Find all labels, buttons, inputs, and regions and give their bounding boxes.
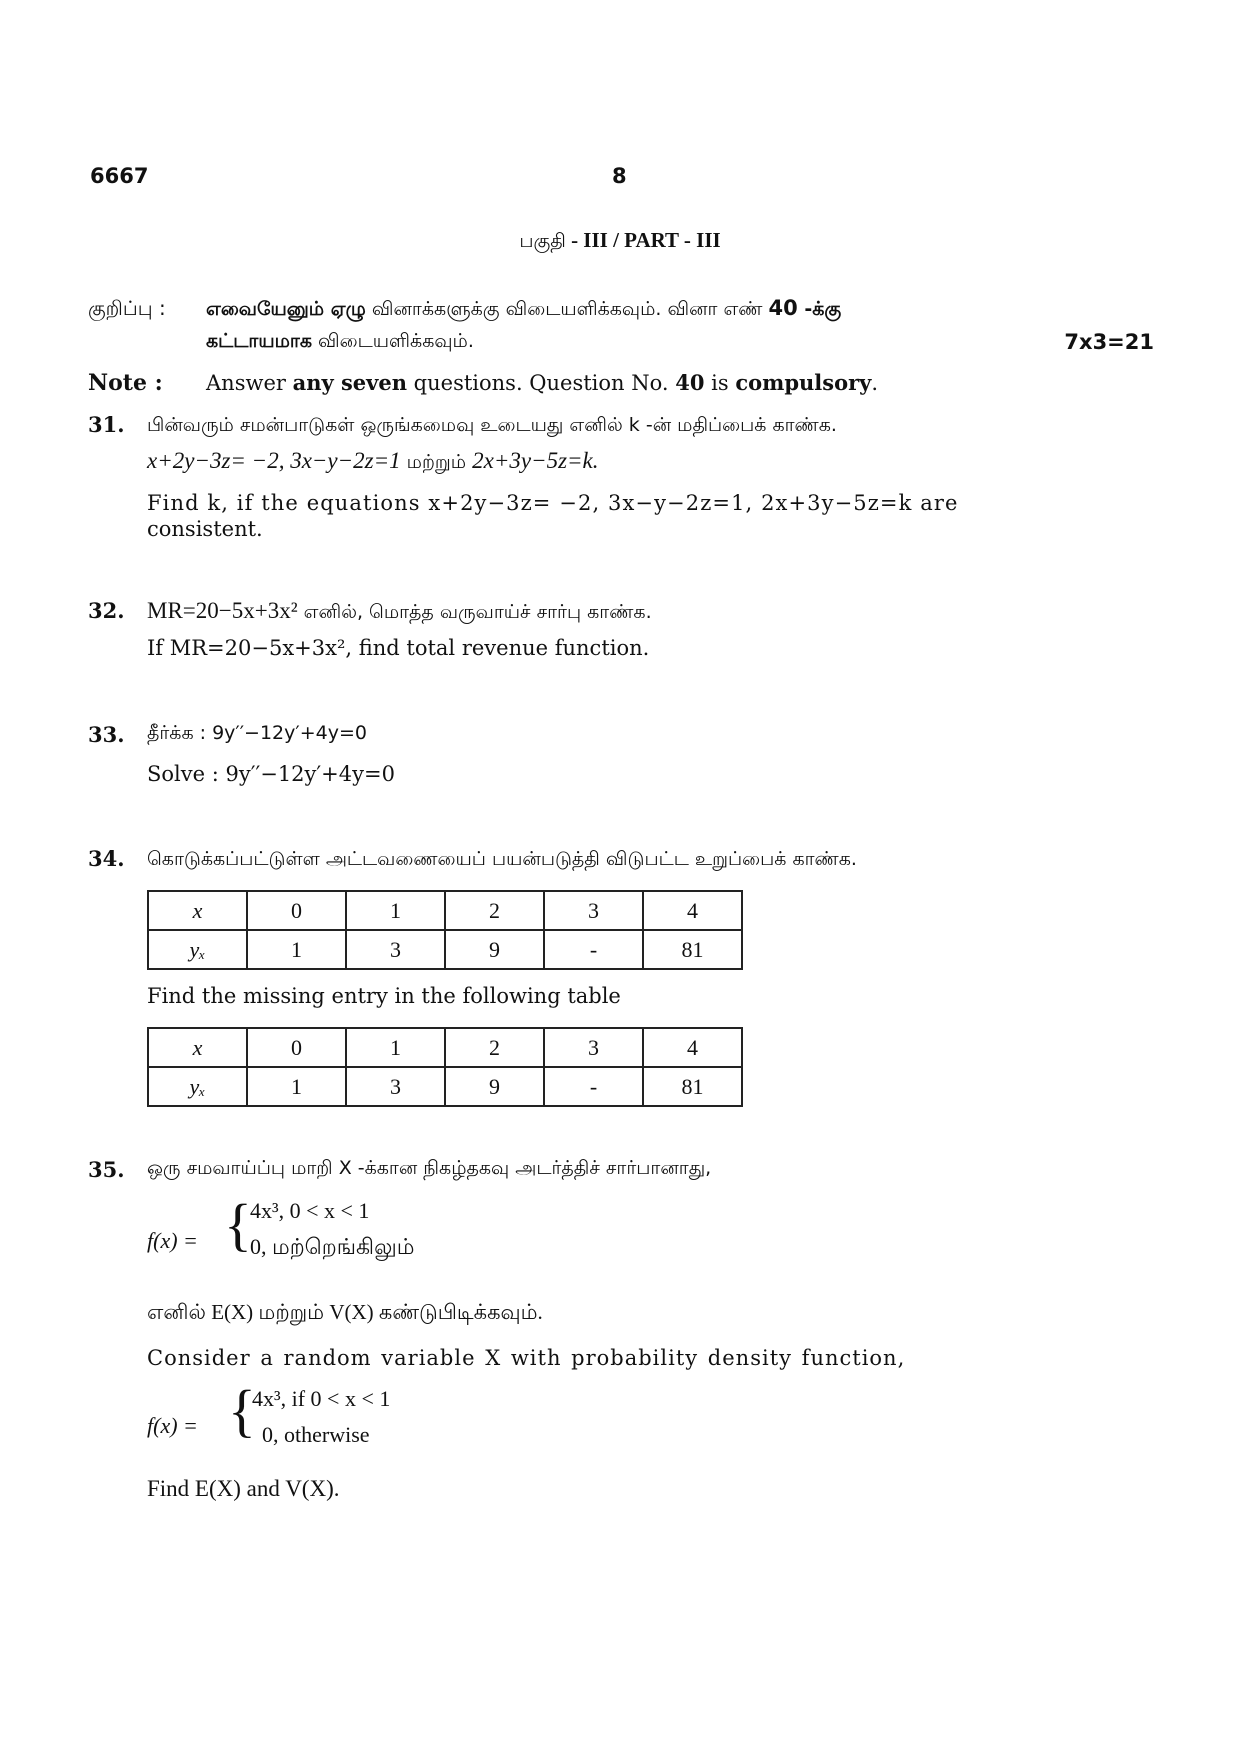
q34-english: Find the missing entry in the following table bbox=[147, 984, 621, 1008]
q35-english-case1: 4x³, if 0 < x < 1 bbox=[252, 1386, 391, 1411]
table-cell: 3 bbox=[544, 891, 643, 930]
table-row bbox=[148, 1028, 742, 1067]
q35-english: Consider a random variable X with probability density function, bbox=[147, 1346, 906, 1370]
note-tamil-bold: எவையேனும் ஏழு bbox=[206, 298, 366, 320]
note-en-e: is bbox=[704, 371, 736, 395]
note-tamil-text-2: விடையளிக்கவும். bbox=[311, 330, 474, 352]
table-cell: yₓ bbox=[148, 930, 247, 969]
part-heading-english: PART - III bbox=[624, 228, 721, 252]
page-number: 8 bbox=[612, 164, 627, 188]
table-cell: 1 bbox=[247, 1067, 346, 1106]
question-number-32: 32. bbox=[88, 598, 125, 623]
q33-english: Solve : 9y′′−12y′+4y=0 bbox=[147, 762, 395, 786]
q31-english-2: consistent. bbox=[147, 517, 263, 541]
q31-tamil: பின்வரும் சமன்பாடுகள் ஒருங்கமைவு உடையது எனில் k -ன் மதிப்பைக் காண்க. bbox=[147, 414, 837, 436]
table-cell: 9 bbox=[445, 1067, 544, 1106]
q31-equations-b: 2x+3y−5z=k. bbox=[472, 448, 599, 473]
q35-english-fx: f(x) = bbox=[147, 1413, 198, 1438]
note-en-f: compulsory bbox=[735, 370, 872, 395]
table-cell: x bbox=[148, 1028, 247, 1067]
table-cell: 81 bbox=[643, 930, 742, 969]
table-cell: x bbox=[148, 891, 247, 930]
paper-code: 6667 bbox=[90, 164, 149, 188]
q35-tamil-case2: 0, மற்றெங்கிலும் bbox=[250, 1234, 415, 1259]
note-tamil-number: 40 bbox=[768, 296, 798, 320]
table-cell: - bbox=[544, 1067, 643, 1106]
q35-tamil-case1: 4x³, 0 < x < 1 bbox=[250, 1198, 370, 1223]
q32-equation: MR=20−5x+3x² bbox=[147, 598, 298, 623]
table-cell: 4 bbox=[643, 1028, 742, 1067]
table-cell: 0 bbox=[247, 891, 346, 930]
table-cell: 2 bbox=[445, 891, 544, 930]
q31-english: Find k, if the equations x+2y−3z= −2, 3x−y−2z=1, 2x+3y−5z=k are bbox=[147, 491, 959, 515]
q32-tamil bbox=[147, 598, 652, 626]
table-cell: 3 bbox=[346, 930, 445, 969]
note-tamil-line2 bbox=[206, 330, 474, 355]
question-number-31: 31. bbox=[88, 412, 125, 437]
note-en-c: questions. Question No. bbox=[407, 371, 676, 395]
q31-tamil-equations bbox=[147, 448, 599, 476]
note-tamil-line1 bbox=[206, 296, 841, 323]
table-cell: 1 bbox=[247, 930, 346, 969]
q35-tamil-find: எனில் E(X) மற்றும் V(X) கண்டுபிடிக்கவும். bbox=[147, 1300, 543, 1324]
table-cell: 1 bbox=[346, 891, 445, 930]
q34-table-tamil bbox=[147, 890, 743, 970]
q32-tamil-text: எனில், மொத்த வருவாய்ச் சார்பு காண்க. bbox=[297, 601, 652, 623]
q35-english-find: Find E(X) and V(X). bbox=[147, 1476, 340, 1501]
part-heading-tamil: பகுதி bbox=[519, 230, 566, 252]
table-cell: 3 bbox=[544, 1028, 643, 1067]
table-cell: 3 bbox=[346, 1067, 445, 1106]
note-english-text bbox=[206, 370, 878, 395]
note-en-b: any seven bbox=[292, 370, 407, 395]
table-cell: 0 bbox=[247, 1028, 346, 1067]
note-tamil-label: குறிப்பு : bbox=[88, 296, 166, 320]
q32-english: If MR=20−5x+3x², find total revenue function. bbox=[147, 636, 650, 660]
q34-table-english bbox=[147, 1027, 743, 1107]
note-en-g: . bbox=[871, 371, 879, 395]
table-row bbox=[148, 1067, 742, 1106]
table-row bbox=[148, 891, 742, 930]
note-tamil-text: வினாக்களுக்கு விடையளிக்கவும். வினா எண் bbox=[365, 298, 769, 320]
q31-conjunction: மற்றும் bbox=[400, 451, 473, 473]
brace-icon: { bbox=[228, 1378, 256, 1443]
q35-tamil-fx: f(x) = bbox=[147, 1228, 198, 1253]
marks-scheme: 7x3=21 bbox=[1064, 330, 1154, 354]
table-cell: 9 bbox=[445, 930, 544, 969]
q34-tamil: கொடுக்கப்பட்டுள்ள அட்டவணையைப் பயன்படுத்தி விடுபட்ட உறுப்பைக் காண்க. bbox=[147, 848, 857, 870]
table-cell: 1 bbox=[346, 1028, 445, 1067]
question-number-33: 33. bbox=[88, 722, 125, 747]
table-cell: 2 bbox=[445, 1028, 544, 1067]
table-row bbox=[148, 930, 742, 969]
table-cell: 4 bbox=[643, 891, 742, 930]
brace-icon: { bbox=[224, 1192, 252, 1257]
question-number-35: 35. bbox=[88, 1157, 125, 1182]
question-number-34: 34. bbox=[88, 846, 125, 871]
note-en-a: Answer bbox=[206, 371, 293, 395]
q33-tamil: தீர்க்க : 9y′′−12y′+4y=0 bbox=[147, 722, 367, 744]
note-english-label: Note : bbox=[88, 370, 163, 396]
table-cell: - bbox=[544, 930, 643, 969]
part-heading-sep: - III / bbox=[565, 228, 625, 252]
q35-tamil: ஒரு சமவாய்ப்பு மாறி X -க்கான நிகழ்தகவு அடர்த்திச் சார்பானாது, bbox=[147, 1157, 712, 1179]
table-cell: yₓ bbox=[148, 1067, 247, 1106]
note-tamil-bold-2: கட்டாயமாக bbox=[206, 330, 312, 352]
note-en-d: 40 bbox=[675, 370, 705, 395]
table-cell: 81 bbox=[643, 1067, 742, 1106]
note-tamil-end: -க்கு bbox=[797, 298, 842, 320]
part-heading bbox=[0, 228, 1240, 255]
q35-english-case2: 0, otherwise bbox=[262, 1422, 370, 1447]
q31-equations-a: x+2y−3z= −2, 3x−y−2z=1 bbox=[147, 448, 401, 473]
